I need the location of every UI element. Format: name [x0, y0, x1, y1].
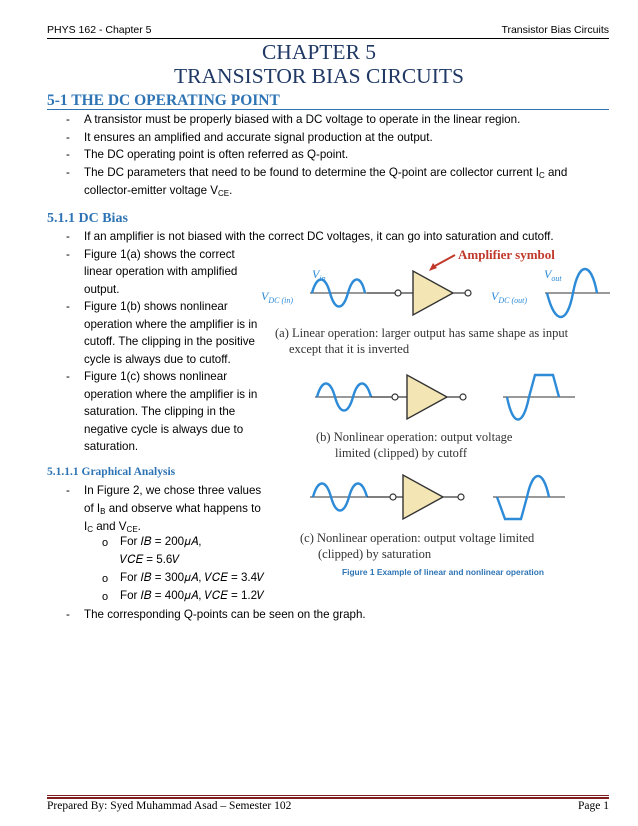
input-terminal-icon — [395, 290, 401, 296]
list-item-line: cutoff. The clipping in the positive — [84, 335, 256, 348]
list-item: The corresponding Q-points can be seen on the graph. — [84, 608, 366, 621]
vdc-out-label: $V_{DC (out)}$ — [491, 289, 528, 305]
chapter-title: CHAPTER 5 — [261, 40, 377, 64]
list-item: If an amplifier is not biased with the correct DC voltages, it can go into saturation and cutoff. — [84, 230, 554, 243]
figure-b — [315, 375, 575, 460]
header-rule — [47, 38, 609, 39]
arrow-icon — [433, 255, 455, 267]
list-item-line: saturation. — [84, 440, 139, 453]
figure-caption: Figure 1 Example of linear and nonlinear operation — [342, 567, 544, 577]
list-item: Figure 1(c) shows nonlinear — [84, 370, 228, 383]
amplifier-triangle-icon — [407, 375, 447, 419]
list-item-line: of $I_B$ and observe what happens to — [84, 502, 261, 516]
list-item-line: operation where the amplifier is in — [84, 388, 258, 401]
list-item-continuation: collector-emitter voltage $V_{CE}$. — [84, 184, 233, 198]
list-item: The DC parameters that need to be found to determine the Q-point are collector current $I_C$ and — [84, 166, 568, 180]
amplifier-figure — [255, 245, 615, 575]
chapter-subtitle: TRANSISTOR BIAS CIRCUITS — [174, 64, 464, 88]
footer-rule — [47, 795, 609, 796]
subsection-heading: 5.1.1 DC Bias — [47, 211, 128, 226]
list-item: Figure 1(a) shows the correct — [84, 248, 235, 261]
list-item-line: cycle is always due to cutoff. — [84, 353, 231, 366]
math-line: For 𝐼𝐵 = 200𝜇𝐴, — [120, 535, 202, 548]
list-item-line: negative cycle is always due to — [84, 423, 244, 436]
list-item: The DC operating point is often referred as Q-point. — [84, 148, 349, 161]
subsubsection-heading: 5.1.1.1 Graphical Analysis — [47, 466, 176, 478]
figure-c — [300, 475, 565, 561]
list-item-line: $I_C$ and $V_{CE}$. — [84, 520, 141, 534]
math-line: 𝑉𝐶𝐸 = 5.6𝑉 — [120, 553, 180, 566]
math-line: For 𝐼𝐵 = 400𝜇𝐴, 𝑉𝐶𝐸 = 1.2𝑉 — [120, 589, 265, 602]
caption-a-line1: (a) Linear operation: larger output has same shape as input — [275, 326, 569, 340]
vout-label: $V_{out}$ — [544, 267, 562, 283]
amplifier-triangle-icon — [403, 475, 443, 519]
vdc-in-label: $V_{DC (in)}$ — [261, 289, 294, 305]
input-terminal-icon — [390, 494, 396, 500]
math-line: For 𝐼𝐵 = 300𝜇𝐴, 𝑉𝐶𝐸 = 3.4𝑉 — [120, 571, 265, 584]
footer-left: Prepared By: Syed Muhammad Asad – Semester 102 — [47, 800, 292, 812]
list-item-line: saturation. The clipping in the — [84, 405, 236, 418]
header-left: PHYS 162 - Chapter 5 — [47, 24, 152, 36]
list-item-line: linear operation with amplified — [84, 265, 238, 278]
output-terminal-icon — [458, 494, 464, 500]
arrowhead-icon — [429, 263, 437, 271]
amplifier-triangle-icon — [413, 271, 453, 315]
caption-b-line2: limited (clipped) by cutoff — [335, 446, 468, 460]
list-item: Figure 1(b) shows nonlinear — [84, 300, 228, 313]
footer-rule-thick — [47, 797, 609, 799]
list-item: A transistor must be properly biased with a DC voltage to operate in the linear region. — [84, 113, 521, 126]
amp-symbol-label: Amplifier symbol — [458, 247, 555, 262]
figure-a — [261, 247, 610, 356]
caption-a-line2: except that it is inverted — [289, 342, 410, 356]
section-rule — [47, 109, 609, 110]
vin-label: $V_{in}$ — [312, 267, 326, 283]
header-right: Transistor Bias Circuits — [501, 24, 609, 36]
circle-bullet-icon: o — [102, 591, 109, 603]
list-item-line: output. — [84, 283, 120, 296]
caption-b-line1: (b) Nonlinear operation: output voltage — [316, 430, 513, 444]
input-terminal-icon — [392, 394, 398, 400]
caption-c-line1: (c) Nonlinear operation: output voltage limited — [300, 531, 535, 545]
footer-page-number: Page 1 — [578, 800, 609, 812]
caption-c-line2: (clipped) by saturation — [318, 547, 432, 561]
circle-bullet-icon: o — [102, 537, 109, 549]
section-heading: 5-1 THE DC OPERATING POINT — [47, 92, 280, 109]
list-item: It ensures an amplified and accurate signal production at the output. — [84, 131, 433, 144]
output-terminal-icon — [460, 394, 466, 400]
list-item-line: operation where the amplifier is in — [84, 318, 258, 331]
circle-bullet-icon: o — [102, 573, 109, 585]
output-terminal-icon — [465, 290, 471, 296]
list-item: In Figure 2, we chose three values — [84, 484, 262, 497]
